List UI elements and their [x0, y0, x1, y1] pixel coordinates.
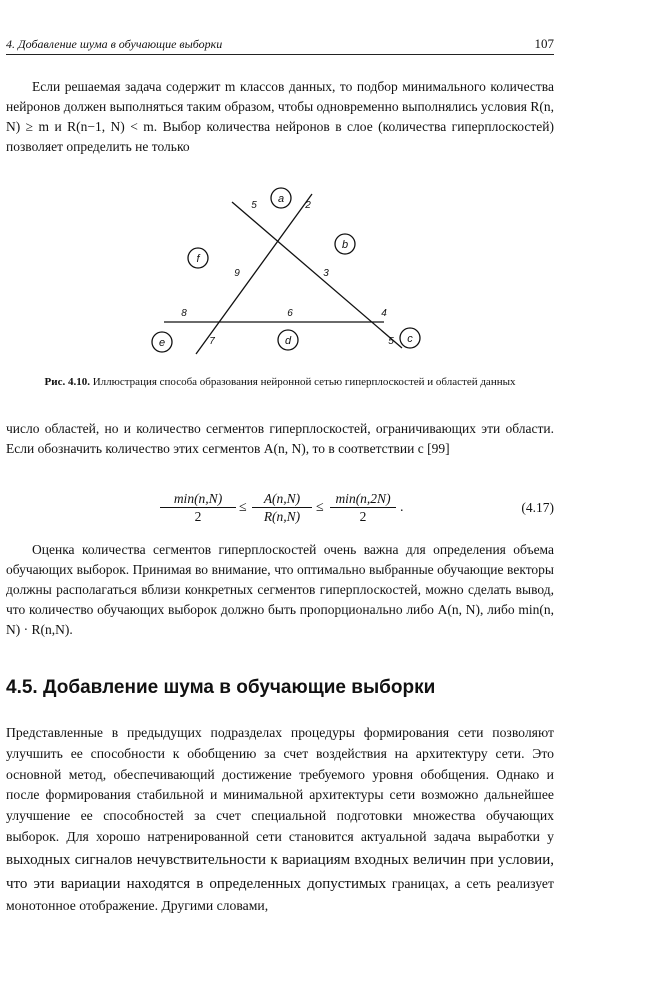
segment-label-8: 8	[181, 308, 187, 319]
formula-4-17	[160, 490, 554, 530]
paragraph-4	[6, 723, 554, 917]
paragraph-4-large-text: выходных сигналов нечувствительности к вариациям входных величин при условии, что эти вариации находятся в определенных допустимых	[6, 851, 554, 892]
region-b-label: b	[341, 239, 349, 251]
paragraph-1	[6, 77, 554, 157]
paragraph-4-main-text: Представленные в предыдущих подразделах процедуры формирования сети позволяют улучшить ее способности к обобщению за счет воздействия на архитектуру сети. Это основной метод, обеспечивающий достижение требуемого уровня обобщения. Однако и после формирования стабильной и минимальной архитектуры сети возможно дальнейшее улучшение ее способностей за счет специальной подготовки множества обучающих выборок. Для хорошо натренированной сети становится актуальной задача выработки у	[6, 725, 554, 844]
formula-period: .	[400, 500, 404, 515]
region-a-label: a	[277, 193, 285, 205]
segment-label-4: 4	[381, 308, 387, 319]
formula-right-fraction	[330, 490, 396, 525]
running-header	[6, 34, 554, 55]
caption-text: Иллюстрация способа образования нейронной сетью гиперплоскостей и областей данных	[92, 376, 516, 388]
hyperplane-figure	[140, 180, 440, 358]
paragraph-4-end-text: границах, а сеть реализует монотонное отображение. Другими словами,	[6, 875, 554, 913]
paragraph-3	[6, 540, 554, 640]
caption-label: Рис. 4.10.	[44, 376, 90, 388]
segment-label-9: 9	[234, 268, 240, 279]
formula-relation-1: ≤	[239, 500, 247, 515]
segment-label-6: 6	[287, 308, 293, 319]
hyperplane-line-2	[196, 194, 312, 354]
segment-label-2: 2	[305, 200, 311, 211]
formula-left-denominator: 2	[194, 509, 202, 524]
formula-left-numerator: min(n,N)	[160, 490, 236, 508]
figure-caption	[6, 375, 554, 390]
region-d-label: d	[284, 335, 292, 347]
region-c-label: c	[407, 333, 413, 345]
hyperplane-line-1	[232, 202, 402, 348]
formula-mid-fraction	[252, 490, 312, 525]
segment-label-3: 3	[323, 268, 329, 279]
segment-label-5-top: 5	[251, 200, 257, 211]
page-number: 107	[534, 36, 554, 51]
paragraph-2	[6, 419, 554, 459]
region-e-label: e	[158, 337, 166, 349]
formula-number: (4.17)	[521, 500, 554, 515]
region-f-label: f	[196, 253, 200, 265]
formula-mid-numerator: A(n,N)	[252, 490, 312, 508]
formula-relation-2: ≤	[316, 500, 324, 515]
header-title: 4. Добавление шума в обучающие выборки	[6, 37, 223, 51]
paragraph-1-text: Если решаемая задача содержит m классов данных, то подбор минимального количества нейронов должен выполняться таким образом, чтобы одновременно выполнялись условия R(n, N) ≥ m и R(n−1, N) < m. Выбор количества нейронов в слое (количества гиперплоскостей) позволяет определить не только	[6, 79, 554, 154]
formula-right-denominator: 2	[359, 509, 367, 524]
section-heading: 4.5. Добавление шума в обучающие выборки	[6, 677, 436, 698]
paragraph-3-text: Оценка количества сегментов гиперплоскостей очень важна для определения объема обучающих выборок. Принимая во внимание, что оптимально выбранные обучающие векторы должны располагаться вблизи конкретных сегментов гиперплоскостей, можно сделать вывод, что количество обучающих выборок должно быть пропорционально либо A(n, N), либо min(n, N) · R(n,N).	[6, 542, 554, 637]
segment-label-7: 7	[209, 336, 215, 347]
formula-left-fraction	[160, 490, 236, 525]
paragraph-2-text: число областей, но и количество сегментов гиперплоскостей, ограничивающих эти области. Если обозначить количество этих сегментов A(n, N), то в соответствии с [99]	[6, 421, 554, 456]
formula-right-numerator: min(n,2N)	[330, 490, 396, 508]
segment-label-5-bottom: 5	[388, 336, 394, 347]
formula-mid-denominator-text: R(n,N)	[263, 509, 301, 524]
formula-mid-denominator	[252, 508, 312, 525]
